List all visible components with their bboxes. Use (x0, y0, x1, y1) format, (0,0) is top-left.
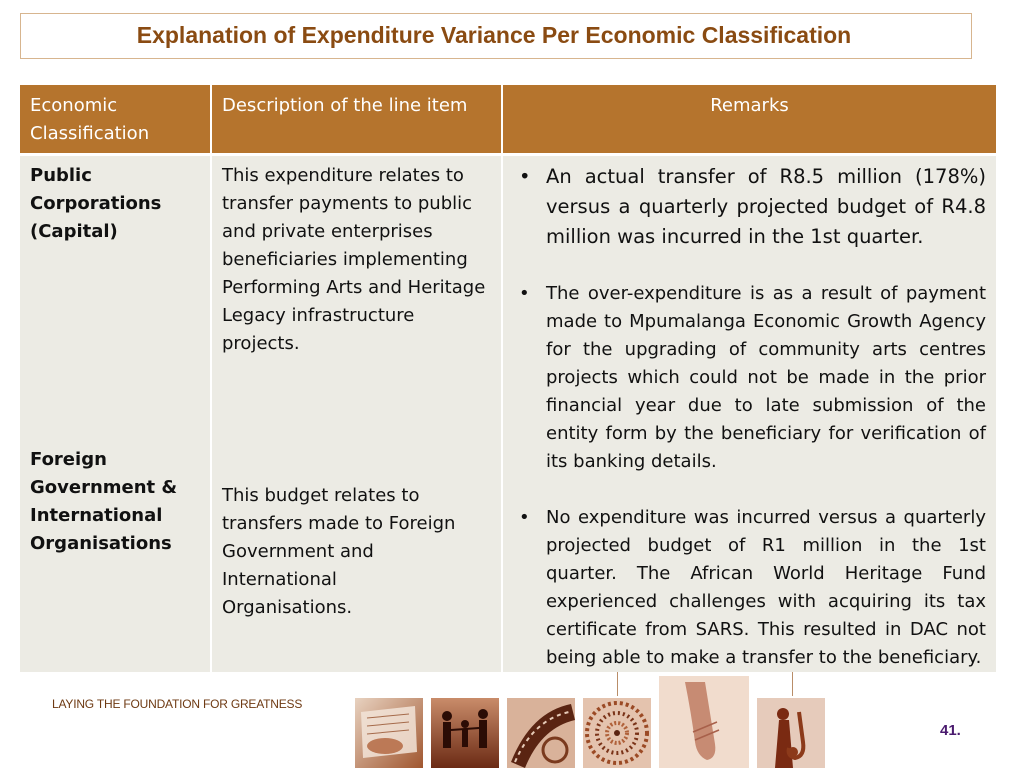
remark-text: An actual transfer of R8.5 million (178%) versus a quarterly projected budget of R4.8 million was incurred in the 1st quarter. (546, 165, 986, 248)
page-number: 41. (940, 722, 961, 739)
classification-cell (20, 155, 211, 673)
photo-strip (355, 672, 825, 768)
remark-item (513, 504, 986, 672)
header-description: Description of the line item (211, 85, 502, 155)
description-public-corporations: This expenditure relates to transfer payments to public and private enterprises beneficiaries implementing Performing Arts and Heritage Legacy infrastructure projects. (222, 165, 486, 354)
description-cell (211, 155, 502, 673)
footer-slogan: LAYING THE FOUNDATION FOR GREATNESS (52, 697, 303, 711)
remark-item (513, 280, 986, 476)
table-header-row (20, 85, 996, 155)
classification-public-corporations: Public Corporations (Capital) (30, 165, 162, 242)
ballet-shoe-icon (659, 676, 749, 768)
page-title: Explanation of Expenditure Variance Per Economic Classification (136, 22, 852, 48)
film-reel-icon (507, 698, 575, 768)
header-economic-classification: Economic Classification (20, 85, 211, 155)
saxophone-icon (757, 698, 825, 768)
description-foreign-government: This budget relates to transfers made to Foreign Government and International Organisations. (222, 485, 456, 618)
variance-table (20, 85, 996, 672)
bullet-icon: • (519, 283, 530, 304)
family-icon (431, 698, 499, 768)
book-icon (355, 698, 423, 768)
classification-foreign-government: Foreign Government & International Organisations (30, 449, 178, 554)
remark-text: The over-expenditure is as a result of payment made to Mpumalanga Economic Growth Agency for the upgrading of community arts centres projects which could not be made in the prior financial year due to late submission of the entity form by the beneficiary for verification of its banking details. (546, 283, 986, 472)
remark-item (513, 162, 986, 252)
bullet-icon: • (519, 507, 530, 528)
bullet-icon: • (519, 165, 531, 188)
remarks-list (513, 162, 986, 672)
title-box (20, 13, 972, 59)
beadwork-icon (583, 698, 651, 768)
remark-text: No expenditure was incurred versus a quarterly projected budget of R1 million in the 1st quarter. The African World Heritage Fund experienced challenges with acquiring its tax certificate from SARS. This resulted in DAC not being able to make a transfer to the beneficiary. (546, 507, 986, 668)
header-remarks: Remarks (502, 85, 996, 155)
table-row (20, 155, 996, 673)
remarks-cell (502, 155, 996, 673)
